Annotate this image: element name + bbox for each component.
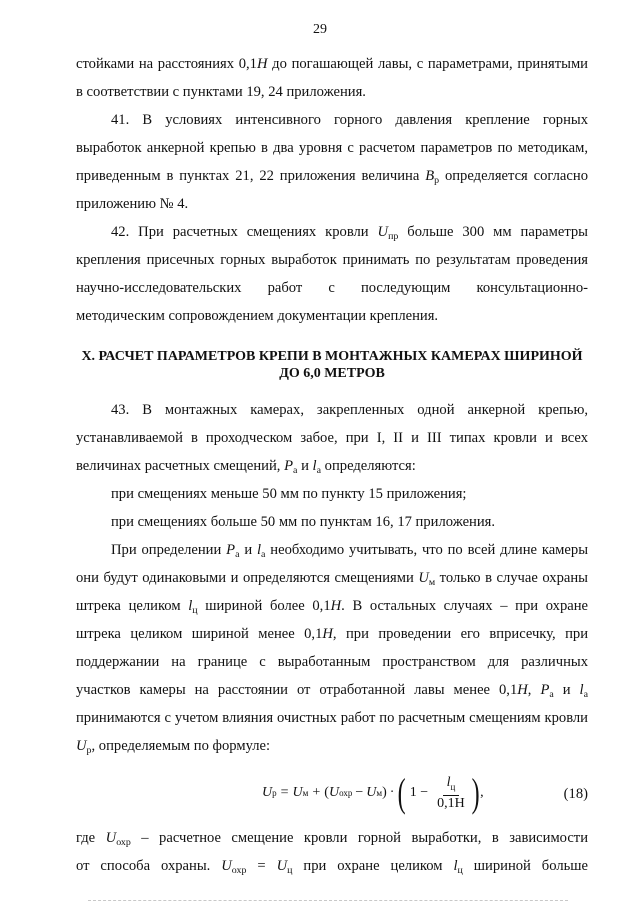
heading-line: ДО 6,0 МЕТРОВ — [279, 366, 385, 381]
text-line: стойками на расстояниях 0,1H до погашающей лавы, с параметрами, принятыми — [76, 56, 588, 72]
equation-number: (18) — [563, 786, 588, 802]
text-line: величинах расчетных смещений, $P_а$ и $l_а$ определяются: — [76, 458, 416, 476]
paragraph-41: 41. В условиях интенсивного горного давления крепление горных — [111, 112, 588, 128]
paragraph-42: 42. При расчетных смещениях кровли $U_{пр}$ больше 300 мм параметры — [111, 224, 588, 242]
right-paren: ) — [471, 770, 480, 815]
left-paren: ( — [398, 770, 407, 815]
list-item: при смещениях меньше 50 мм по пункту 15 приложения; — [111, 486, 467, 502]
text-line: устанавливаемой в проходческом забое, при I, II и III типах кровли и всех — [76, 430, 588, 446]
text-line: приложению № 4. — [76, 196, 189, 212]
text-line: они будут одинаковыми и определяются смещениями $U_м$ только в случае охраны — [76, 570, 588, 588]
text-line: методическим сопровождением документации крепления. — [76, 308, 439, 324]
formula: U р = U м + ( U охр − U м ) · ( 1 − $\frac{l_ц}{0,1H}$ ) , — [262, 770, 484, 815]
text-line: крепления присечных горных выработок принимать по результатам проведения — [76, 252, 588, 268]
text-line: выработок анкерной крепью в два уровня с расчетом параметров по методикам, — [76, 140, 588, 156]
text-line: в соответствии с пунктами 19, 24 приложения. — [76, 84, 366, 100]
text-line: $U_р$, определяемым по формуле: — [76, 738, 271, 756]
text-line: поддержании на границе с выработанным пространством для различных — [76, 654, 588, 670]
list-item: при смещениях больше 50 мм по пунктам 16, 17 приложения. — [111, 514, 496, 530]
text-line: от способа охраны. $U_{охр} = U_ц$ при охране целиком $l_ц$ шириной больше — [76, 858, 588, 876]
text-line: приведенным в пунктах 21, 22 приложения величина $B_р$ определяется согласно — [76, 168, 588, 186]
page-number: 29 — [313, 22, 327, 37]
text-line: где $U_{охр}$ – расчетное смещение кровли горной выработки, в зависимости — [76, 830, 588, 848]
document-body — [76, 50, 588, 880]
paragraph-44: При определении $P_а$ и $l_а$ необходимо учитывать, что по всей длине камеры — [111, 542, 588, 560]
paragraph-43: 43. В монтажных камерах, закрепленных одной анкерной крепью, — [111, 402, 588, 418]
text-line: участков камеры на расстоянии от отработанной лавы менее 0,1H, $P_а$ и $l_а$ — [76, 682, 589, 700]
text-line: штрека целиком $l_ц$ шириной более 0,1H. В остальных случаях – при охране — [76, 598, 589, 616]
heading-line: X. РАСЧЕТ ПАРАМЕТРОВ КРЕПИ В МОНТАЖНЫХ КАМЕРАХ ШИРИНОЙ — [81, 349, 583, 364]
text-line: научно-исследовательских работ с последующим консультационно- — [76, 280, 588, 296]
section-heading — [76, 348, 588, 382]
scan-edge-rule — [88, 900, 568, 901]
text-line: принимаются с учетом влияния очистных работ по расчетным смещениям кровли — [76, 710, 588, 726]
text-line: штрека целиком шириной менее 0,1H, при проведении его вприсечку, при — [76, 626, 589, 642]
formula-block — [76, 766, 588, 820]
fraction: $\frac{l_ц}{0,1H}$ — [437, 774, 465, 811]
